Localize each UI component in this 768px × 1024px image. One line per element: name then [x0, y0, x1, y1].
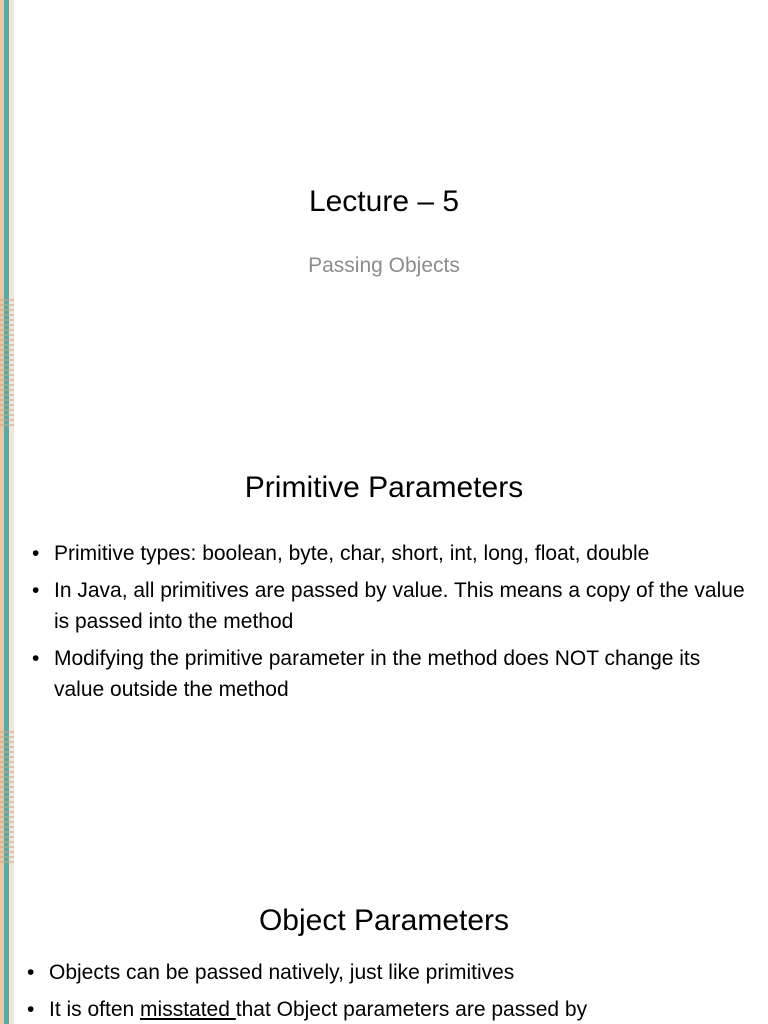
border-tick-marks [0, 728, 14, 864]
bullet-text-prefix: It is often [49, 998, 141, 1021]
border-tick-marks [0, 296, 14, 428]
left-decorative-border [0, 0, 14, 1024]
bullet-text-suffix: that Object parameters are passed by [235, 998, 588, 1021]
border-stripe-light [9, 0, 14, 1024]
bullet-item: • Primitive types: boolean, byte, char, short, int, long, float, double [30, 538, 750, 569]
bullet-item: • Modifying the primitive parameter in the method does NOT change its value outside the method [30, 643, 750, 705]
underlined-word: misstated [140, 998, 236, 1021]
primitive-parameters-bullet-list [30, 538, 750, 711]
lecture-title: Lecture – 5 [308, 185, 460, 218]
bullet-item: • Objects can be passed natively, just like primitives [25, 957, 755, 988]
section-title-primitive-parameters: Primitive Parameters [244, 471, 524, 504]
lecture-subtitle: Passing Objects [308, 254, 460, 277]
section-title-object-parameters: Object Parameters [258, 904, 510, 937]
bullet-item: • In Java, all primitives are passed by value. This means a copy of the value is passed into the method [30, 575, 750, 637]
bullet-item [25, 994, 755, 1024]
object-parameters-bullet-list [25, 957, 755, 1024]
